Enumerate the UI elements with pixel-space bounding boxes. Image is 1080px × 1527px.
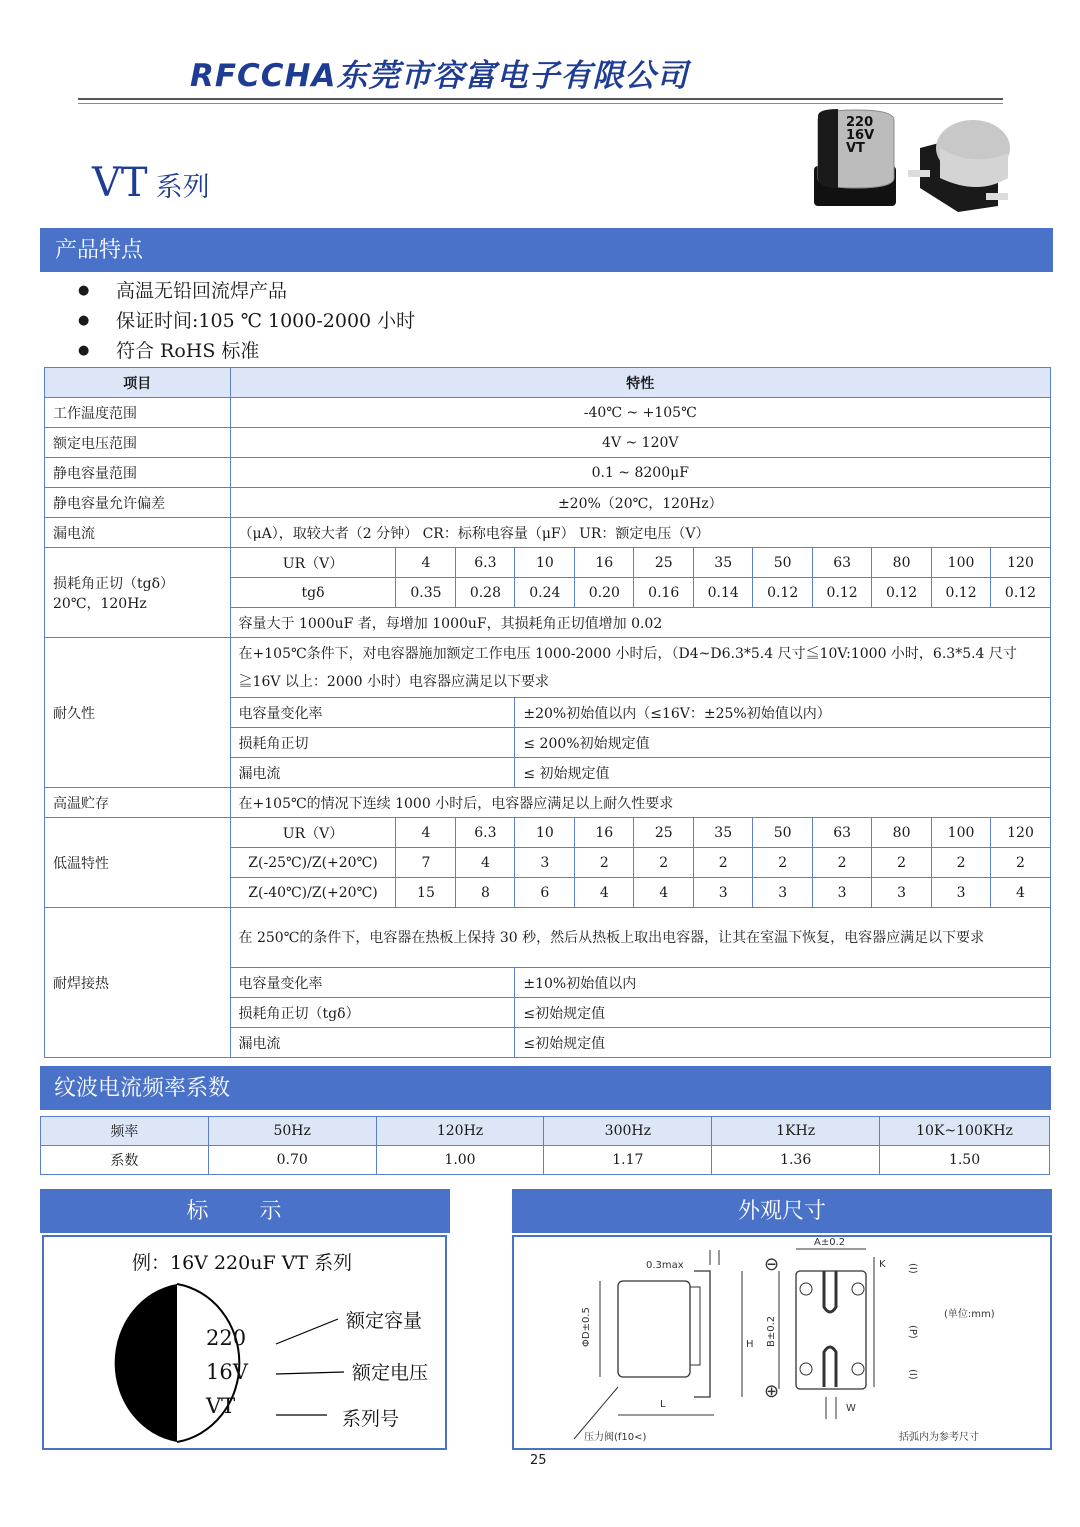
coef-cell: 1.50 [880,1146,1050,1175]
ripple-table [40,1116,1050,1175]
lt-cell: 3 [753,878,813,908]
freq-cell: 300Hz [544,1117,712,1146]
lt-row-label: Z(-40℃)/Z(+20℃) [230,878,396,908]
lt-cell: 2 [634,848,694,878]
freq-cell: 120Hz [376,1117,544,1146]
coef-label: 系数 [41,1146,209,1175]
voltage-cell: 10 [515,548,575,578]
dims-max: 0.3max [646,1260,684,1271]
table-row [45,488,1051,518]
lt-cell: 4 [634,878,694,908]
tg-cell: 0.12 [932,578,991,608]
table-row [45,908,1051,968]
freq-label: 频率 [41,1117,209,1146]
head-item: 项目 [45,368,231,398]
product-photo-label-volt: 16V [846,128,875,143]
tg-cell: 0.28 [456,578,515,608]
lt-cell: 2 [813,848,872,878]
df-label: 损耗角正切（tgδ） [53,575,175,592]
marking-header: 标 示 [40,1189,450,1233]
voltage-cell: 6.3 [456,818,515,848]
voltage-cell: 25 [634,548,694,578]
voltage-cell: 80 [872,548,932,578]
sol-key: 电容量变化率 [230,968,515,998]
table-row [45,458,1051,488]
dims-a: A±0.2 [814,1237,846,1248]
spec-table [44,367,1051,1058]
dims-diagram [514,1237,1050,1448]
sol-key: 损耗角正切（tgδ） [230,998,515,1028]
freq-cell: 1KHz [712,1117,880,1146]
dims-unit: (单位:mm) [944,1309,995,1320]
ripple-header: 纹波电流频率系数 [40,1066,1051,1110]
voltage-cell: 63 [813,818,872,848]
store-label: 高温贮存 [45,788,231,818]
lt-cell: 2 [694,848,753,878]
table-row [45,548,1051,578]
coef-cell: 1.36 [712,1146,880,1175]
end-val: ≤ 200%初始规定值 [515,728,1051,758]
lt-cell: 2 [872,848,932,878]
lt-cell: 2 [575,848,634,878]
marking-volt-label: 额定电压 [352,1362,429,1384]
volt-value: 4V ~ 120V [230,428,1050,458]
leak-value: （μA），取较大者（2 分钟） CR：标称电容量（μF） UR：额定电压（V） [230,518,1050,548]
marking-series: VT [206,1394,236,1418]
df-label-cell [45,548,231,638]
cap-value: 0.1 ~ 8200μF [230,458,1050,488]
coef-cell: 0.70 [208,1146,376,1175]
table-row [45,818,1051,848]
tol-value: ±20%（20℃，120Hz） [230,488,1050,518]
lt-cell: 6 [515,878,575,908]
company-name: RFCCHA东莞市容富电子有限公司 [190,58,689,94]
lt-cell: 2 [991,848,1051,878]
voltage-cell: 6.3 [456,548,515,578]
feature-list [78,276,415,366]
voltage-cell: 35 [694,818,753,848]
sol-val: ≤初始规定值 [515,1028,1051,1058]
lt-cell: 3 [813,878,872,908]
lt-cell: 4 [575,878,634,908]
product-photo-label-cap: 220 [846,115,874,130]
voltage-cell: 50 [753,548,813,578]
dims-h: H [746,1339,754,1350]
tg-cell: 0.20 [575,578,634,608]
dims-od: ΦD±0.5 [581,1307,592,1347]
lt-cell: 2 [753,848,813,878]
voltage-cell: 63 [813,548,872,578]
tg-cell: 0.12 [813,578,872,608]
table-row [41,1117,1050,1146]
lt-cell: 7 [396,848,456,878]
marking-series-label: 系列号 [342,1408,400,1430]
temp-value: -40℃ ~ +105℃ [230,398,1050,428]
svg-text:⊖: ⊖ [764,1254,780,1275]
voltage-cell: 100 [932,818,991,848]
voltage-cell: 50 [753,818,813,848]
voltage-cell: 120 [991,548,1051,578]
voltage-cell: 25 [634,818,694,848]
lt-cell: 15 [396,878,456,908]
volt-label: 额定电压范围 [45,428,231,458]
lt-cell: 2 [932,848,991,878]
ur-label: UR（V） [230,818,396,848]
voltage-cell: 100 [932,548,991,578]
dims-w: W [846,1403,856,1414]
tg-cell: 0.12 [872,578,932,608]
temp-label: 工作温度范围 [45,398,231,428]
leak-label: 漏电流 [45,518,231,548]
table-row [45,428,1051,458]
dims-header: 外观尺寸 [512,1189,1052,1233]
df-note: 容量大于 1000uF 者，每增加 1000uF，其损耗角正切值增加 0.02 [230,608,1050,638]
lt-cell: 4 [991,878,1051,908]
lt-cell: 3 [515,848,575,878]
table-row [45,518,1051,548]
marking-volt: 16V [206,1360,248,1384]
dims-valve: 压力阀(f10<) [584,1432,647,1443]
dims-p: (P) [907,1325,918,1339]
voltage-cell: 80 [872,818,932,848]
lt-cell: 3 [872,878,932,908]
table-row [41,1146,1050,1175]
table-row [45,398,1051,428]
tol-label: 静电容量允许偏差 [45,488,231,518]
voltage-cell: 4 [396,818,456,848]
voltage-cell: 120 [991,818,1051,848]
lt-cell: 4 [456,848,515,878]
lt-cell: 8 [456,878,515,908]
product-photo [808,108,1013,213]
end-key: 损耗角正切 [230,728,515,758]
marking-diagram [44,1237,445,1448]
tg-label: tgδ [230,578,396,608]
table-row [45,368,1051,398]
sol-desc: 在 250℃的条件下，电容器在热板上保持 30 秒，然后从热板上取出电容器，让其在室温下恢复，电容器应满足以下要求 [230,908,1050,968]
dims-b: B±0.2 [766,1315,777,1347]
lt-cell: 3 [694,878,753,908]
dims-box [512,1235,1052,1450]
head-char: 特性 [230,368,1050,398]
header-divider [78,98,1003,100]
feature-item: ● 高温无铅回流焊产品 [78,276,415,306]
lt-label: 低温特性 [45,818,231,908]
product-photo-label-series: VT [846,141,865,156]
tg-cell: 0.12 [753,578,813,608]
sol-key: 漏电流 [230,1028,515,1058]
tg-cell: 0.24 [515,578,575,608]
voltage-cell: 35 [694,548,753,578]
dims-ref: 括弧内为参考尺寸 [899,1432,979,1443]
sol-val: ±10%初始值以内 [515,968,1051,998]
sol-label: 耐焊接热 [45,908,231,1058]
features-header: 产品特点 [40,228,1053,272]
dims-i-bottom: (I) [907,1369,918,1380]
tg-cell: 0.14 [694,578,753,608]
table-row [45,788,1051,818]
header-divider-thin [78,103,1003,104]
end-desc: 在+105℃条件下，对电容器施加额定工作电压 1000-2000 小时后，（D4~D6.3*5.4 尺寸≦10V:1000 小时，6.3*5.4 尺寸≧16V 以上：2000 小时）电容器应满足以下要求 [230,638,1050,698]
voltage-cell: 10 [515,818,575,848]
marking-example: 例：16V 220uF VT 系列 [132,1252,353,1274]
coef-cell: 1.17 [544,1146,712,1175]
df-condition: 20℃，120Hz [53,595,147,612]
dims-k: K [879,1259,886,1270]
dims-i-top: (I) [907,1263,918,1274]
voltage-cell: 16 [575,548,634,578]
page-number: 25 [530,1453,547,1468]
freq-cell: 50Hz [208,1117,376,1146]
dims-l: L [660,1399,666,1410]
tg-cell: 0.16 [634,578,694,608]
voltage-cell: 16 [575,818,634,848]
lt-cell: 3 [932,878,991,908]
feature-item: ● 保证时间:105 ℃ 1000-2000 小时 [78,306,415,336]
end-key: 漏电流 [230,758,515,788]
series-title: VT 系列 [92,160,210,206]
voltage-cell: 4 [396,548,456,578]
tg-cell: 0.12 [991,578,1051,608]
end-val: ±20%初始值以内（≤16V：±25%初始值以内） [515,698,1051,728]
ur-label: UR（V） [230,548,396,578]
coef-cell: 1.00 [376,1146,544,1175]
table-row [45,638,1051,698]
end-key: 电容量变化率 [230,698,515,728]
svg-text:⊕: ⊕ [764,1381,780,1402]
marking-cap-label: 额定容量 [346,1310,423,1332]
sol-val: ≤初始规定值 [515,998,1051,1028]
marking-box [42,1235,447,1450]
lt-row-label: Z(-25℃)/Z(+20℃) [230,848,396,878]
tg-cell: 0.35 [396,578,456,608]
feature-item: ● 符合 RoHS 标准 [78,336,415,366]
end-val: ≤ 初始规定值 [515,758,1051,788]
freq-cell: 10K~100KHz [880,1117,1050,1146]
store-value: 在+105℃的情况下连续 1000 小时后，电容器应满足以上耐久性要求 [230,788,1050,818]
cap-label: 静电容量范围 [45,458,231,488]
marking-cap: 220 [206,1326,247,1350]
end-label: 耐久性 [45,638,231,788]
